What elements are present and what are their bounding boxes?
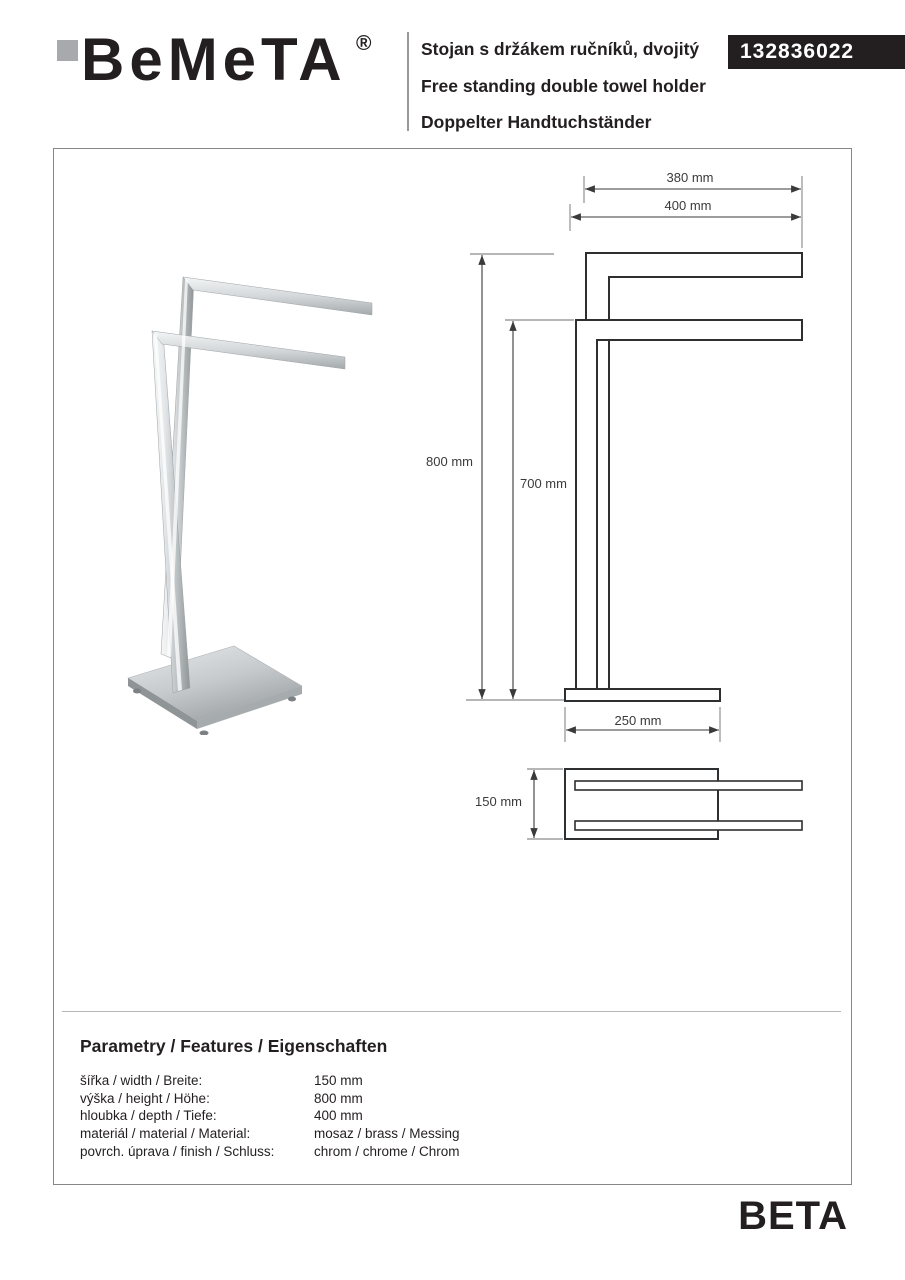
- parameter-label: výška / height / Höhe:: [80, 1090, 210, 1106]
- parameter-label: povrch. úprava / finish / Schluss:: [80, 1143, 275, 1159]
- dim-380-label: 380 mm: [666, 170, 714, 185]
- side-view-shapes: [565, 253, 802, 701]
- parameter-label: materiál / material / Material:: [80, 1126, 251, 1142]
- parameter-value: 800 mm: [314, 1090, 363, 1106]
- parameter-row: [80, 1090, 460, 1108]
- logo-square-icon: [57, 40, 78, 61]
- photo-back-arm: [183, 277, 372, 315]
- product-title-de: Doppelter Handtuchständer: [421, 112, 652, 132]
- parameters-heading: Parametry / Features / Eigenschaften: [80, 1036, 388, 1056]
- parameter-value: mosaz / brass / Messing: [314, 1126, 460, 1142]
- top-view-arm-1: [575, 781, 802, 790]
- side-view-back-arm-post: [586, 253, 802, 689]
- parameter-row: [80, 1125, 460, 1143]
- product-titles: [421, 31, 706, 141]
- parameters-table: [80, 1072, 460, 1161]
- parameters-divider: [62, 1011, 841, 1012]
- side-view-base: [565, 689, 720, 701]
- photo-foot: [133, 689, 141, 694]
- product-photo: [90, 255, 420, 735]
- series-name: BETA: [738, 1194, 848, 1238]
- top-view-shapes: [565, 769, 802, 839]
- registered-trademark-icon: ®: [356, 32, 372, 55]
- photo-foot: [200, 731, 209, 736]
- parameter-value: chrom / chrome / Chrom: [314, 1143, 460, 1159]
- technical-drawing: [420, 150, 860, 870]
- parameter-value: 400 mm: [314, 1108, 363, 1124]
- parameter-value: 150 mm: [314, 1073, 363, 1088]
- top-view-arm-2: [575, 821, 802, 830]
- brand-logo: BeMeTA: [81, 26, 347, 93]
- parameter-row: [80, 1107, 460, 1125]
- photo-foot: [288, 697, 296, 702]
- parameter-label: šířka / width / Breite:: [80, 1073, 203, 1088]
- dim-250-label: 250 mm: [614, 713, 662, 728]
- product-title-cs: Stojan s držákem ručníků, dvojitý: [421, 39, 700, 59]
- dimension-lines: [482, 189, 801, 838]
- parameter-label: hloubka / depth / Tiefe:: [80, 1108, 217, 1124]
- dim-700-label: 700 mm: [520, 476, 567, 491]
- product-title-en: Free standing double towel holder: [421, 75, 706, 96]
- dim-800-label: 800 mm: [426, 454, 473, 469]
- photo-base-top: [128, 646, 302, 721]
- parameter-row: [80, 1072, 460, 1090]
- parameter-row: [80, 1143, 460, 1161]
- dim-150-label: 150 mm: [475, 794, 522, 809]
- product-code-badge: 132836022: [728, 35, 905, 69]
- header-divider: [407, 32, 409, 131]
- dim-400-label: 400 mm: [664, 198, 712, 213]
